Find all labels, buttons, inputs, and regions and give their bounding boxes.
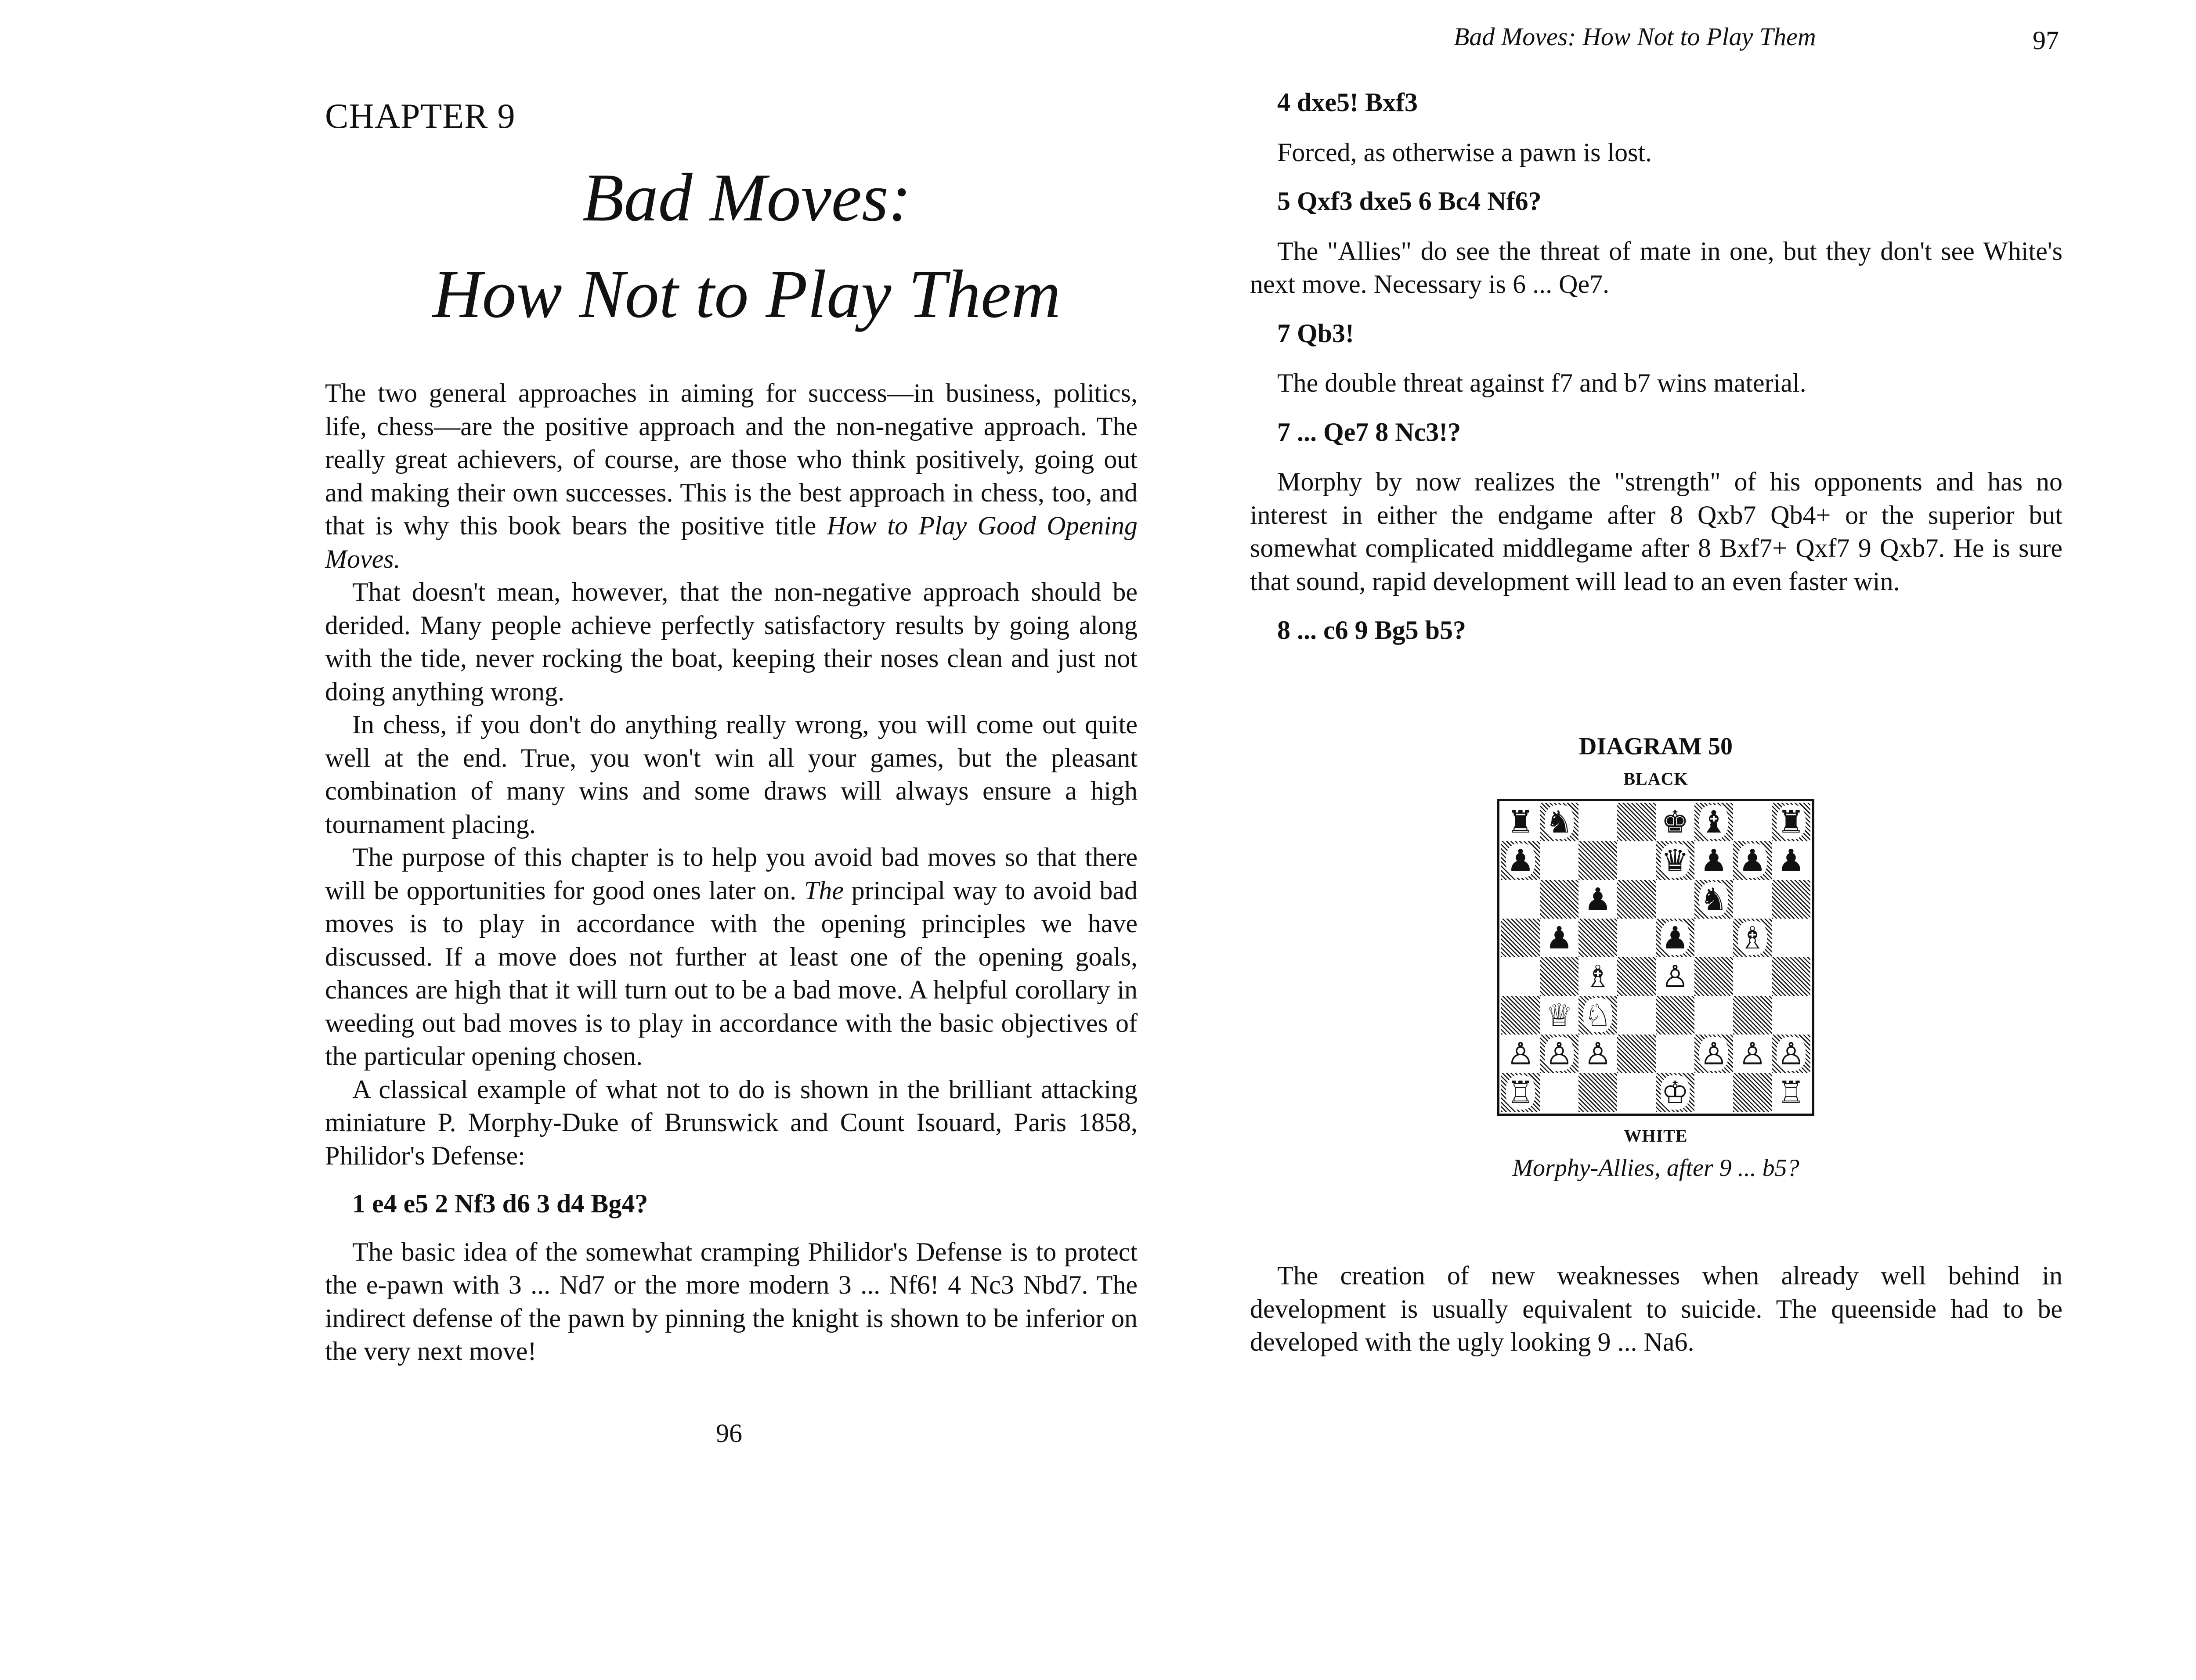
square-d6 xyxy=(1617,880,1656,919)
square-g4 xyxy=(1733,957,1772,996)
paragraph-1 xyxy=(325,377,1138,576)
square-b4 xyxy=(1540,957,1578,996)
chess-piece-icon: ♙ xyxy=(1506,1036,1535,1072)
square-f8 xyxy=(1694,803,1733,841)
move-line-e: 8 ... c6 9 Bg5 b5? xyxy=(1277,616,1466,645)
square-d7 xyxy=(1617,841,1656,880)
square-h2 xyxy=(1772,1035,1810,1073)
white-side-label: WHITE xyxy=(1624,1126,1688,1146)
comment-f: The creation of new weaknesses when already well behind in development is usually equivalent to suicide. The queenside had to be developed with the ugly looking 9 ... Na6. xyxy=(1250,1261,2062,1356)
chessboard xyxy=(1501,803,1810,1112)
square-a1 xyxy=(1501,1073,1540,1112)
square-c1 xyxy=(1578,1073,1617,1112)
square-c6 xyxy=(1578,880,1617,919)
square-b5 xyxy=(1540,919,1578,957)
move-line-d: 7 ... Qe7 8 Nc3!? xyxy=(1277,417,1461,447)
chapter-title xyxy=(334,149,1159,342)
square-h1 xyxy=(1772,1073,1810,1112)
square-g7 xyxy=(1733,841,1772,880)
square-e5 xyxy=(1656,919,1694,957)
square-a2 xyxy=(1501,1035,1540,1073)
chess-piece-icon: ♙ xyxy=(1700,1036,1728,1072)
square-g2 xyxy=(1733,1035,1772,1073)
left-body-text xyxy=(325,377,1138,1368)
chess-piece-icon: ♕ xyxy=(1545,997,1573,1033)
square-a5 xyxy=(1501,919,1540,957)
chess-piece-icon: ♔ xyxy=(1661,1074,1689,1110)
diagram-caption: Morphy-Allies, after 9 ... b5? xyxy=(1512,1154,1799,1182)
chess-piece-icon: ♟ xyxy=(1506,843,1535,879)
book-title-reference: How to Play Good Opening Moves. xyxy=(325,511,1138,573)
square-f6 xyxy=(1694,880,1733,919)
square-d1 xyxy=(1617,1073,1656,1112)
chess-piece-icon: ♙ xyxy=(1738,1036,1766,1072)
square-f3 xyxy=(1694,996,1733,1035)
chess-piece-icon: ♟ xyxy=(1738,843,1766,879)
square-c5 xyxy=(1578,919,1617,957)
square-e2 xyxy=(1656,1035,1694,1073)
page-number-right: 97 xyxy=(2033,26,2059,55)
chess-piece-icon: ♘ xyxy=(1584,997,1612,1033)
paragraph-4 xyxy=(325,841,1138,1073)
square-b3 xyxy=(1540,996,1578,1035)
move-line-a: 4 dxe5! Bxf3 xyxy=(1277,88,1418,117)
square-e1 xyxy=(1656,1073,1694,1112)
chess-piece-icon: ♟ xyxy=(1545,920,1573,956)
paragraph-4-emphasis: The xyxy=(804,876,844,905)
square-h5 xyxy=(1772,919,1810,957)
square-a4 xyxy=(1501,957,1540,996)
chess-piece-icon: ♟ xyxy=(1777,843,1805,879)
square-e3 xyxy=(1656,996,1694,1035)
square-g8 xyxy=(1733,803,1772,841)
square-c3 xyxy=(1578,996,1617,1035)
chess-piece-icon: ♚ xyxy=(1661,804,1689,840)
chess-piece-icon: ♜ xyxy=(1506,804,1535,840)
chess-piece-icon: ♟ xyxy=(1661,920,1689,956)
square-b6 xyxy=(1540,880,1578,919)
square-h8 xyxy=(1772,803,1810,841)
square-g6 xyxy=(1733,880,1772,919)
square-c4 xyxy=(1578,957,1617,996)
square-c2 xyxy=(1578,1035,1617,1073)
square-h6 xyxy=(1772,880,1810,919)
paragraph-4-text-b: principal way to avoid bad moves is to play in accordance with the opening principles we have discussed. If a move does not further at least one of the opening goals, chances are high that it will turn out to be a bad move. A helpful corollary in weeding out bad moves is to play in accordance with the basic objectives of the particular opening chosen. xyxy=(325,876,1138,1071)
comment-a: Forced, as otherwise a pawn is lost. xyxy=(1277,137,1652,167)
page-number-left: 96 xyxy=(716,1419,742,1448)
diagram-title: DIAGRAM 50 xyxy=(1579,733,1733,760)
square-g3 xyxy=(1733,996,1772,1035)
chess-piece-icon: ♞ xyxy=(1545,804,1573,840)
square-e4 xyxy=(1656,957,1694,996)
chess-piece-icon: ♗ xyxy=(1584,959,1612,995)
chess-diagram xyxy=(1484,732,1827,1182)
chess-piece-icon: ♖ xyxy=(1777,1074,1805,1110)
square-d8 xyxy=(1617,803,1656,841)
square-f7 xyxy=(1694,841,1733,880)
square-g1 xyxy=(1733,1073,1772,1112)
comment-b: The "Allies" do see the threat of mate in one, but they don't see White's next move. Necessary is 6 ... Qe7. xyxy=(1250,236,2062,299)
square-h3 xyxy=(1772,996,1810,1035)
square-e6 xyxy=(1656,880,1694,919)
comment-c: The double threat against f7 and b7 wins material. xyxy=(1277,368,1806,397)
chess-piece-icon: ♗ xyxy=(1738,920,1766,956)
square-a7 xyxy=(1501,841,1540,880)
black-side-label: BLACK xyxy=(1623,769,1688,789)
square-d3 xyxy=(1617,996,1656,1035)
chess-piece-icon: ♙ xyxy=(1584,1036,1612,1072)
paragraph-2: That doesn't mean, however, that the non-negative approach should be derided. Many people achieve perfectly satisfactory results by going along with the tide, never rocking the boat, keeping their noses clean and just not doing anything wrong. xyxy=(325,577,1138,706)
right-body-text xyxy=(1250,86,2062,664)
chess-piece-icon: ♛ xyxy=(1661,843,1689,879)
chess-piece-icon: ♝ xyxy=(1700,804,1728,840)
chess-piece-icon: ♜ xyxy=(1777,804,1805,840)
square-b7 xyxy=(1540,841,1578,880)
right-page xyxy=(1151,0,2196,1680)
chess-piece-icon: ♟ xyxy=(1700,843,1728,879)
paragraph-4-text-a: The purpose of this chapter is to help you avoid bad moves so that there will be opportunities for good ones later on. xyxy=(325,843,1138,905)
square-d4 xyxy=(1617,957,1656,996)
move-line-c: 7 Qb3! xyxy=(1277,318,1354,348)
move-line-b: 5 Qxf3 dxe5 6 Bc4 Nf6? xyxy=(1277,187,1542,216)
square-f2 xyxy=(1694,1035,1733,1073)
square-e8 xyxy=(1656,803,1694,841)
square-a6 xyxy=(1501,880,1540,919)
square-h7 xyxy=(1772,841,1810,880)
square-f1 xyxy=(1694,1073,1733,1112)
chess-piece-icon: ♟ xyxy=(1584,881,1612,917)
square-d2 xyxy=(1617,1035,1656,1073)
square-g5 xyxy=(1733,919,1772,957)
paragraph-3: In chess, if you don't do anything really wrong, you will come out quite well at the end. True, you won't win all your games, but the pleasant combination of many wins and some draws will always ensure a high tournament placing. xyxy=(325,710,1138,839)
paragraph-5: A classical example of what not to do is shown in the brilliant attacking miniature P. Morphy-Duke of Brunswick and Count Isouard, Paris 1858, Philidor's Defense: xyxy=(325,1074,1138,1170)
chapter-title-line-1: Bad Moves: xyxy=(582,159,911,235)
chapter-title-line-2: How Not to Play Them xyxy=(433,256,1061,332)
running-head: Bad Moves: How Not to Play Them xyxy=(1454,22,1816,51)
square-c8 xyxy=(1578,803,1617,841)
square-f4 xyxy=(1694,957,1733,996)
chapter-label: CHAPTER 9 xyxy=(325,97,516,136)
chess-piece-icon: ♞ xyxy=(1700,881,1728,917)
square-b1 xyxy=(1540,1073,1578,1112)
square-a8 xyxy=(1501,803,1540,841)
square-e7 xyxy=(1656,841,1694,880)
paragraph-6: The basic idea of the somewhat cramping Philidor's Defense is to protect the e-pawn with 3 ... Nd7 or the more modern 3 ... Nf6! 4 Nc3 Nbd7. The indirect defense of the pawn by pinning the knight is shown to be inferior on the very next move! xyxy=(325,1237,1138,1366)
move-line-1: 1 e4 e5 2 Nf3 d6 3 d4 Bg4? xyxy=(352,1189,648,1218)
square-c7 xyxy=(1578,841,1617,880)
square-b8 xyxy=(1540,803,1578,841)
square-h4 xyxy=(1772,957,1810,996)
chess-piece-icon: ♖ xyxy=(1506,1074,1535,1110)
square-f5 xyxy=(1694,919,1733,957)
comment-d: Morphy by now realizes the "strength" of his opponents and has no interest in either the endgame after 8 Qxb7 Qb4+ or the superior but somewhat complicated middlegame after 8 Bxf7+ Qxf7 9 Qxb7. He is sure that sound, rapid development will lead to an even faster win. xyxy=(1250,467,2062,596)
chess-piece-icon: ♙ xyxy=(1661,959,1689,995)
chessboard-frame xyxy=(1497,799,1814,1116)
chess-piece-icon: ♙ xyxy=(1777,1036,1805,1072)
chess-piece-icon: ♙ xyxy=(1545,1036,1573,1072)
square-d5 xyxy=(1617,919,1656,957)
square-b2 xyxy=(1540,1035,1578,1073)
square-a3 xyxy=(1501,996,1540,1035)
paragraph-1-text: The two general approaches in aiming for success—in business, politics, life, chess—are the positive approach and the non-negative approach. The really great achievers, of course, are those who think positively, going out and making their own successes. This is the best approach in chess, too, and that is why this book bears the positive title xyxy=(325,379,1138,540)
